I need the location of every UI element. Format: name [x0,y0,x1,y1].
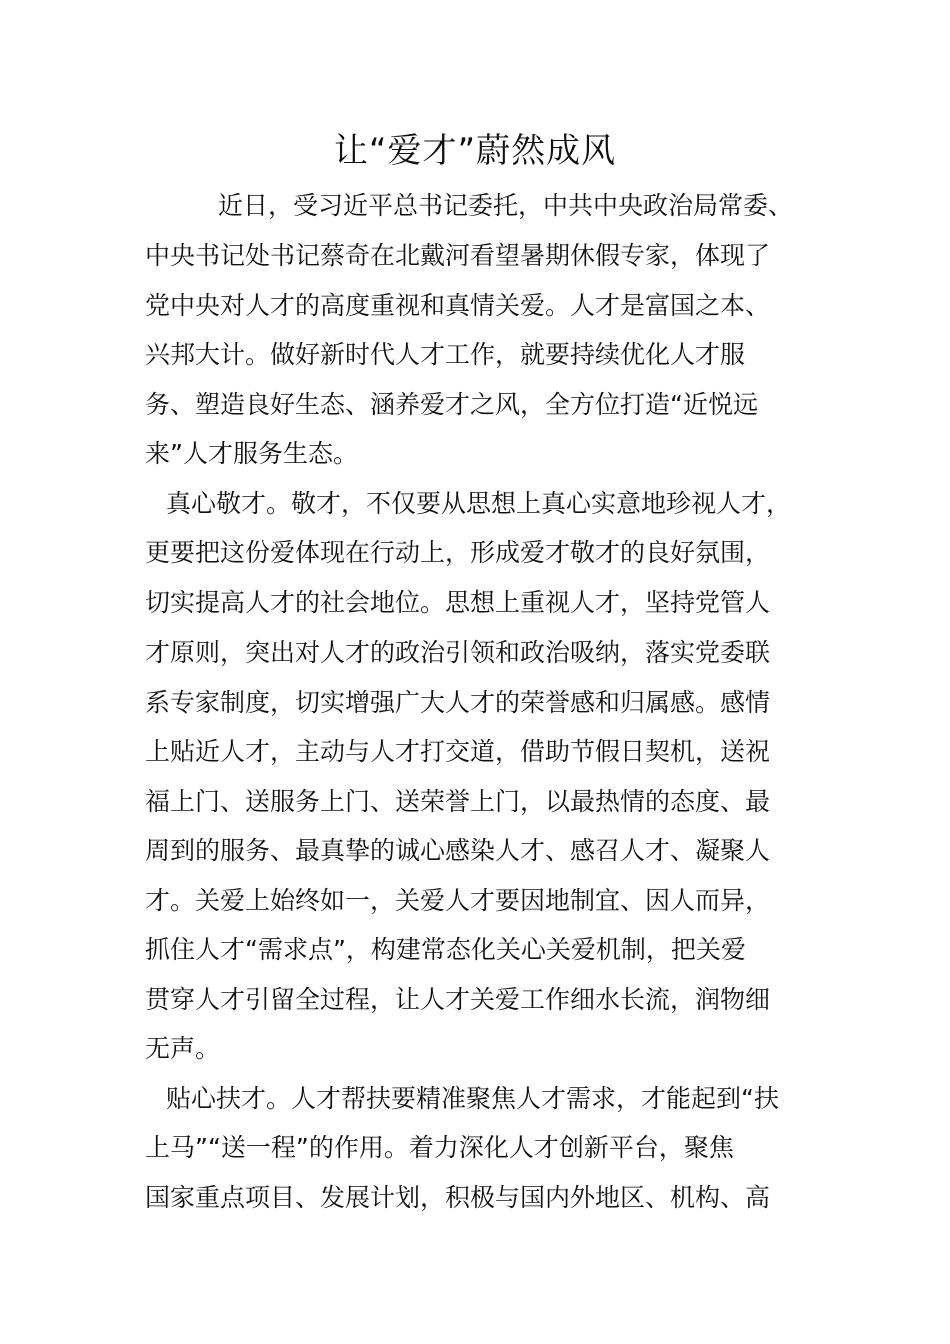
paragraph-line: 党中央对人才的高度重视和真情关爱。人才是富国之本、 [145,291,771,320]
paragraph-line: 系专家制度，切实增强广大人才的荣誉感和归属感。感情 [145,688,771,717]
paragraph-line: 真心敬才。敬才，不仅要从思想上真心实意地珍视人才， [166,489,792,518]
paragraph-line: 更要把这份爱体现在行动上，形成爱才敬才的良好氛围， [145,538,771,567]
paragraph-line: 贯穿人才引留全过程，让人才关爱工作细水长流，润物细 [145,985,771,1014]
paragraph-line: 无声。 [145,1034,221,1063]
paragraph-line: 兴邦大计。做好新时代人才工作，就要持续优化人才服 [145,340,746,369]
paragraph-line: 上马”“送一程”的作用。着力深化人才创新平台，聚焦 [145,1133,734,1162]
paragraph-line: 抓住人才“需求点”，构建常态化关心关爱机制，把关爱 [145,935,746,964]
paragraph-line: 来”人才服务生态。 [145,439,358,468]
paragraph-line: 国家重点项目、发展计划，积极与国内外地区、机构、高 [145,1183,771,1212]
paragraph-line: 福上门、送服务上门、送荣誉上门，以最热情的态度、最 [145,787,771,816]
paragraph-line: 贴心扶才。人才帮扶要精准聚焦人才需求，才能起到“扶 [166,1084,779,1113]
paragraph-line: 务、塑造良好生态、涵养爱才之风，全方位打造“近悦远 [145,390,758,419]
paragraph-line: 才。关爱上始终如一，关爱人才要因地制宜、因人而异， [145,886,771,915]
paragraph-line: 才原则，突出对人才的政治引领和政治吸纳，落实党委联 [145,638,771,667]
paragraph-line: 切实提高人才的社会地位。思想上重视人才，坚持党管人 [145,588,771,617]
paragraph-line: 上贴近人才，主动与人才打交道，借助节假日契机，送祝 [145,737,771,766]
paragraph-line: 周到的服务、最真挚的诚心感染人才、感召人才、凝聚人 [145,836,771,865]
document-title: 让“爱才”蔚然成风 [333,131,617,171]
paragraph-line: 中央书记处书记蔡奇在北戴河看望暑期休假专家，体现了 [145,241,771,270]
paragraph-line: 近日，受习近平总书记委托，中共中央政治局常委、 [218,191,794,220]
